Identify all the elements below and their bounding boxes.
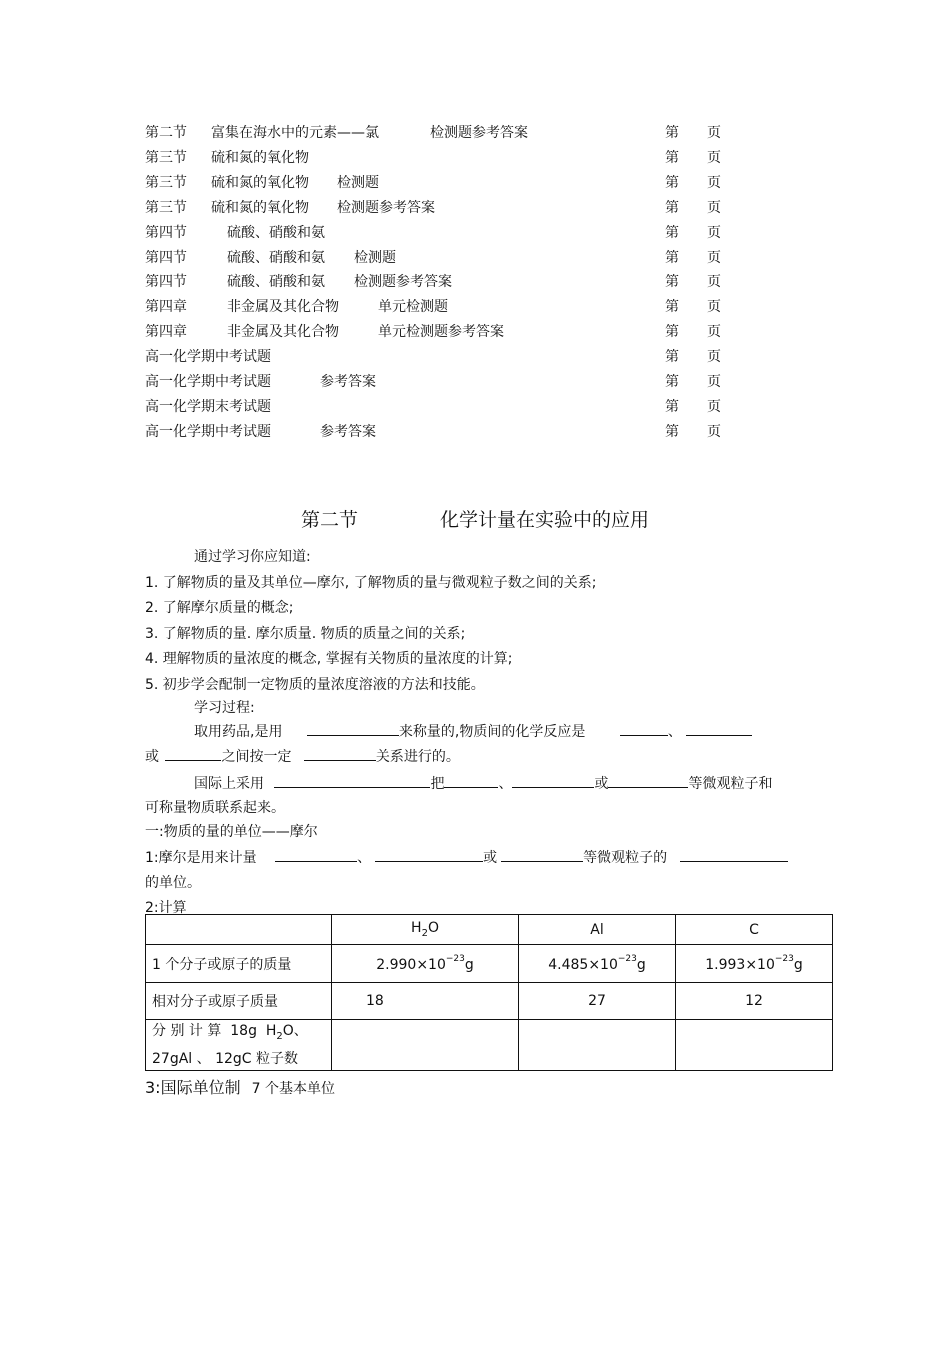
goal-4: 4. 理解物质的量浓度的概念, 掌握有关物质的量浓度的计算; xyxy=(145,651,513,667)
table-cell: $1.993\times 10^{-23}g$ xyxy=(676,945,833,983)
blank-field[interactable] xyxy=(686,721,752,736)
blank-field[interactable] xyxy=(680,847,788,862)
toc-page-prefix: 第 xyxy=(665,274,679,291)
toc-chapter: 第二节 xyxy=(145,125,187,141)
toc-entry xyxy=(145,296,725,318)
toc-entry xyxy=(145,321,725,343)
toc-title: 非金属及其化合物 xyxy=(227,324,339,341)
toc-entry xyxy=(145,197,725,219)
toc-chapter: 第四节 xyxy=(145,224,187,241)
blank-field[interactable] xyxy=(444,773,498,788)
part1-line-1: 1:摩尔是用来计量 、 或 等微观粒子的 xyxy=(145,847,788,867)
intro-text: 通过学习你应知道: xyxy=(194,549,311,565)
toc-chapter: 第三节 xyxy=(145,174,187,191)
section-name: 化学计量在实验中的应用 xyxy=(440,509,650,531)
toc-page-suffix: 页 xyxy=(707,324,721,341)
table-cell: $4.485\times 10^{-23}g$ xyxy=(519,945,676,983)
table-cell: $2.990\times 10^{-23}g$ xyxy=(332,945,519,983)
blank-field[interactable] xyxy=(512,773,594,788)
table-row-label: 分 别 计 算 18g $H_2O$、 27gAl 、 12gC 粒子数 xyxy=(146,1020,332,1071)
toc-subtitle: 检测题参考答案 xyxy=(354,274,452,291)
toc-subtitle: 单元检测题 xyxy=(378,299,448,316)
toc-title: 硫和氮的氧化物 xyxy=(211,199,309,216)
toc-entry xyxy=(145,346,725,368)
toc-chapter: 第三节 xyxy=(145,149,187,166)
blank-field[interactable] xyxy=(304,746,376,761)
table-row xyxy=(146,983,833,1020)
section-title xyxy=(0,505,950,532)
blank-field[interactable] xyxy=(307,721,399,736)
process-line-3: 国际上采用 把 、 或 等微观粒子和 xyxy=(194,773,772,793)
goal-3: 3. 了解物质的量. 摩尔质量. 物质的质量之间的关系; xyxy=(145,626,466,642)
table-header-cell: $H_2O$ xyxy=(332,915,519,945)
toc-chapter: 第四章 xyxy=(145,324,187,341)
table-cell[interactable] xyxy=(519,1020,676,1071)
toc-entry xyxy=(145,421,725,443)
toc-entry xyxy=(145,222,725,244)
toc-entry xyxy=(145,371,725,393)
blank-field[interactable] xyxy=(275,847,357,862)
process-line-2: 或 之间按一定 关系进行的。 xyxy=(145,746,460,766)
blank-field[interactable] xyxy=(375,847,483,862)
toc-entry xyxy=(145,396,725,418)
toc-page-prefix: 第 xyxy=(665,349,679,366)
table-row-label: 相对分子或原子质量 xyxy=(146,983,332,1020)
toc-chapter: 第四节 xyxy=(145,274,187,291)
toc-page-suffix: 页 xyxy=(707,398,721,415)
toc-page-suffix: 页 xyxy=(707,349,721,366)
table-cell: 27 xyxy=(519,983,676,1020)
toc-chapter: 高一化学期中考试题 xyxy=(145,349,271,366)
toc-subtitle: 检测题参考答案 xyxy=(337,199,435,216)
toc-title: 硫酸、硝酸和氨 xyxy=(227,224,325,241)
blank-field[interactable] xyxy=(608,773,688,788)
process-line-4: 可称量物质联系起来。 xyxy=(145,800,285,816)
toc-chapter: 第四章 xyxy=(145,299,187,316)
toc-subtitle: 检测题 xyxy=(337,174,379,191)
toc-page-suffix: 页 xyxy=(707,423,721,440)
toc-page-suffix: 页 xyxy=(707,299,721,316)
blank-field[interactable] xyxy=(165,746,221,761)
toc-page-suffix: 页 xyxy=(707,125,721,141)
toc-subtitle: 检测题 xyxy=(354,249,396,266)
toc-subtitle: 单元检测题参考答案 xyxy=(378,324,504,341)
toc-chapter: 高一化学期中考试题 xyxy=(145,374,271,390)
toc-page-prefix: 第 xyxy=(665,149,679,166)
table-header-cell xyxy=(146,915,332,945)
blank-field[interactable] xyxy=(620,721,668,736)
table-cell[interactable] xyxy=(676,1020,833,1071)
table-row xyxy=(146,1020,833,1071)
toc-page-suffix: 页 xyxy=(707,224,721,241)
toc-title: 硫和氮的氧化物 xyxy=(211,174,309,191)
toc-page-suffix: 页 xyxy=(707,249,721,266)
toc-title: 参考答案 xyxy=(320,374,376,390)
toc-title: 参考答案 xyxy=(320,423,376,440)
table-cell[interactable] xyxy=(332,1020,519,1071)
goal-5: 5. 初步学会配制一定物质的量浓度溶液的方法和技能。 xyxy=(145,677,485,693)
process-line-1: 取用药品,是用 来称量的,物质间的化学反应是 、 xyxy=(194,721,752,741)
part3-heading: 3:国际单位制 7 个基本单位 xyxy=(145,1078,336,1097)
toc-page-prefix: 第 xyxy=(665,324,679,341)
table-row xyxy=(146,945,833,983)
toc-entry xyxy=(145,172,725,194)
toc-page-suffix: 页 xyxy=(707,274,721,291)
toc-page-prefix: 第 xyxy=(665,224,679,241)
toc-title: 硫酸、硝酸和氨 xyxy=(227,274,325,291)
goal-2: 2. 了解摩尔质量的概念; xyxy=(145,600,294,616)
table-header-cell: C xyxy=(676,915,833,945)
toc-title: 硫和氮的氧化物 xyxy=(211,149,309,166)
toc-chapter: 高一化学期中考试题 xyxy=(145,423,271,440)
toc-title: 硫酸、硝酸和氨 xyxy=(227,249,325,266)
toc-entry xyxy=(145,122,725,144)
toc-page-prefix: 第 xyxy=(665,398,679,415)
table-row-label: 1 个分子或原子的质量 xyxy=(146,945,332,983)
calculation-table xyxy=(145,914,833,1071)
toc-chapter: 第三节 xyxy=(145,199,187,216)
table-header-cell: Al xyxy=(519,915,676,945)
toc-page-suffix: 页 xyxy=(707,149,721,166)
toc-page-prefix: 第 xyxy=(665,174,679,191)
toc-entry xyxy=(145,271,725,293)
toc-page-suffix: 页 xyxy=(707,374,721,390)
blank-field[interactable] xyxy=(274,773,430,788)
toc-title: 非金属及其化合物 xyxy=(227,299,339,316)
blank-field[interactable] xyxy=(501,847,583,862)
table-cell: 12 xyxy=(676,983,833,1020)
toc-page-prefix: 第 xyxy=(665,199,679,216)
toc-page-prefix: 第 xyxy=(665,374,679,390)
part1-heading: 一:物质的量的单位——摩尔 xyxy=(145,824,318,840)
section-number: 第二节 xyxy=(300,509,358,531)
toc-entry xyxy=(145,147,725,169)
toc-entry xyxy=(145,247,725,269)
goal-1: 1. 了解物质的量及其单位—摩尔, 了解物质的量与微观粒子数之间的关系; xyxy=(145,575,597,591)
table-header-row xyxy=(146,915,833,945)
toc-chapter: 第四节 xyxy=(145,249,187,266)
toc-page-prefix: 第 xyxy=(665,125,679,141)
toc-chapter: 高一化学期末考试题 xyxy=(145,398,271,415)
toc-page-suffix: 页 xyxy=(707,174,721,191)
toc-page-suffix: 页 xyxy=(707,199,721,216)
part1-line-3: 2:计算 xyxy=(145,900,187,916)
process-heading: 学习过程: xyxy=(194,700,255,716)
toc-page-prefix: 第 xyxy=(665,299,679,316)
toc-page-prefix: 第 xyxy=(665,423,679,440)
table-cell: 18 xyxy=(332,983,519,1020)
part1-line-2: 的单位。 xyxy=(145,875,201,891)
toc-subtitle: 检测题参考答案 xyxy=(430,125,528,141)
toc-page-prefix: 第 xyxy=(665,249,679,266)
toc-title: 富集在海水中的元素——氯 xyxy=(211,125,379,141)
